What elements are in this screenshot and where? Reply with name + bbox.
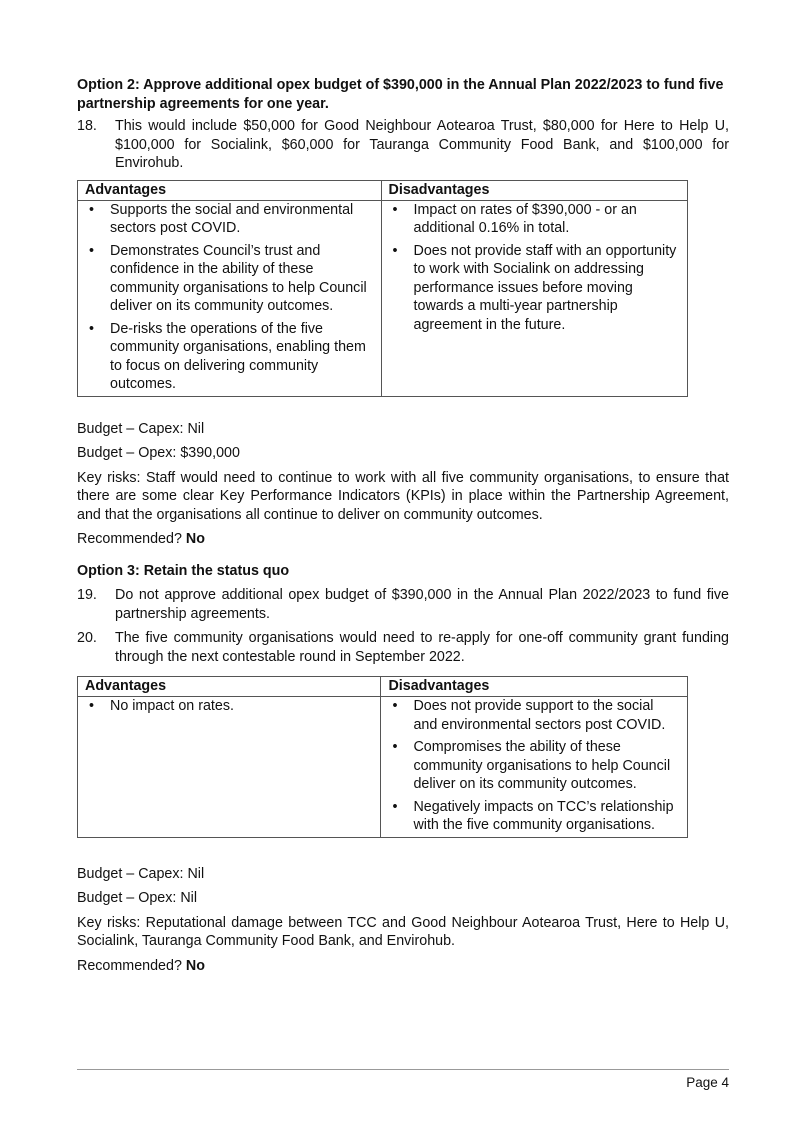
list-item [85, 242, 374, 316]
bullet-icon: • [392, 201, 398, 218]
budget-capex: Budget – Capex: Nil [77, 420, 205, 437]
page-number: Page 4 [686, 1075, 729, 1090]
document-page [77, 76, 729, 975]
disadvantages-header: Disadvantages [381, 180, 687, 200]
option3-heading: Option 3: Retain the status quo [77, 562, 290, 579]
key-risks: Key risks: Staff would need to continue to work with all five community organisations, to ensure that there are some clear Key Performance Indicators (KPIs) in place within the Partnership Agreement, and that the organisations all continue to deliver on community outcomes. [77, 469, 729, 523]
paragraph-20 [77, 629, 729, 666]
list-item-text: Supports the social and environmental sectors post COVID. [110, 201, 354, 236]
list-item [388, 798, 680, 835]
footer-divider [77, 1069, 729, 1070]
recommended-value: No [185, 957, 205, 974]
bullet-icon: • [89, 201, 95, 218]
disadvantages-cell [381, 200, 687, 396]
paragraph-18 [77, 117, 729, 173]
disadvantages-header: Disadvantages [381, 677, 688, 697]
list-item-text: Impact on rates of $390,000 - or an additional 0.16% in total. [413, 201, 637, 236]
list-item-text: No impact on rates. [110, 698, 234, 714]
advantages-cell [78, 200, 382, 396]
key-risks: Key risks: Reputational damage between TCC and Good Neighbour Aotearoa Trust, Here to Help U, Socialink, Tauranga Community Food Bank, and Envirohub. [77, 914, 729, 949]
paragraph-number: 20. [77, 630, 97, 646]
bullet-icon: • [392, 698, 398, 714]
list-item-text: Compromises the ability of these community organisations to help Council deliver on its community outcomes. [413, 739, 671, 792]
list-item-text: Does not provide support to the social and environmental sectors post COVID. [413, 698, 666, 733]
paragraph-19 [77, 586, 729, 623]
recommended-value: No [185, 531, 205, 547]
option3-table [77, 676, 688, 838]
paragraph-text: The five community organisations would need to re-apply for one-off community grant funding through the next contestable round in September 2022. [115, 630, 729, 665]
bullet-icon: • [89, 698, 95, 714]
bullet-icon: • [89, 242, 95, 259]
option2-table [77, 180, 688, 397]
recommended-label: Recommended? [77, 957, 186, 974]
recommended [77, 957, 729, 976]
disadvantages-cell [381, 697, 688, 838]
bullet-icon: • [392, 739, 398, 755]
list-item [388, 697, 680, 734]
list-item [85, 697, 373, 716]
paragraph-number: 18. [77, 118, 97, 134]
list-item [85, 320, 374, 394]
paragraph-number: 19. [77, 587, 97, 603]
advantages-header: Advantages [78, 677, 381, 697]
list-item [389, 201, 680, 238]
list-item-text: Does not provide staff with an opportunity to work with Socialink on addressing performance issues before moving towards a multi-year partnership agreement in the future. [413, 242, 677, 333]
list-item [85, 201, 374, 238]
advantages-header: Advantages [78, 180, 382, 200]
budget-opex: Budget – Opex: Nil [77, 890, 198, 906]
list-item [389, 242, 680, 335]
list-item-text: Negatively impacts on TCC’s relationship with the five community organisations. [413, 798, 674, 833]
recommended-label: Recommended? [77, 531, 186, 547]
bullet-icon: • [89, 320, 95, 337]
recommended [77, 530, 729, 549]
bullet-icon: • [392, 798, 398, 815]
paragraph-text: Do not approve additional opex budget of $390,000 in the Annual Plan 2022/2023 to fund five partnership agreements. [115, 587, 729, 622]
advantages-cell [78, 697, 381, 838]
list-item-text: De-risks the operations of the five community organisations, enabling them to focus on delivering community outcomes. [110, 320, 366, 392]
bullet-icon: • [392, 242, 398, 259]
budget-capex: Budget – Capex: Nil [77, 865, 205, 882]
option2-heading: Option 2: Approve additional opex budget of $390,000 in the Annual Plan 2022/2023 to fund five partnership agreements for one year. [77, 77, 724, 112]
paragraph-text: This would include $50,000 for Good Neighbour Aotearoa Trust, $80,000 for Here to Help U, $100,000 for Socialink, $60,000 for Tauranga Community Food Bank, and $100,000 for Envirohub. [115, 118, 729, 171]
budget-opex: Budget – Opex: $390,000 [77, 445, 240, 461]
list-item-text: Demonstrates Council’s trust and confidence in the ability of these community organisations to help Council deliver on its community outcomes. [110, 242, 367, 314]
list-item [388, 738, 680, 794]
